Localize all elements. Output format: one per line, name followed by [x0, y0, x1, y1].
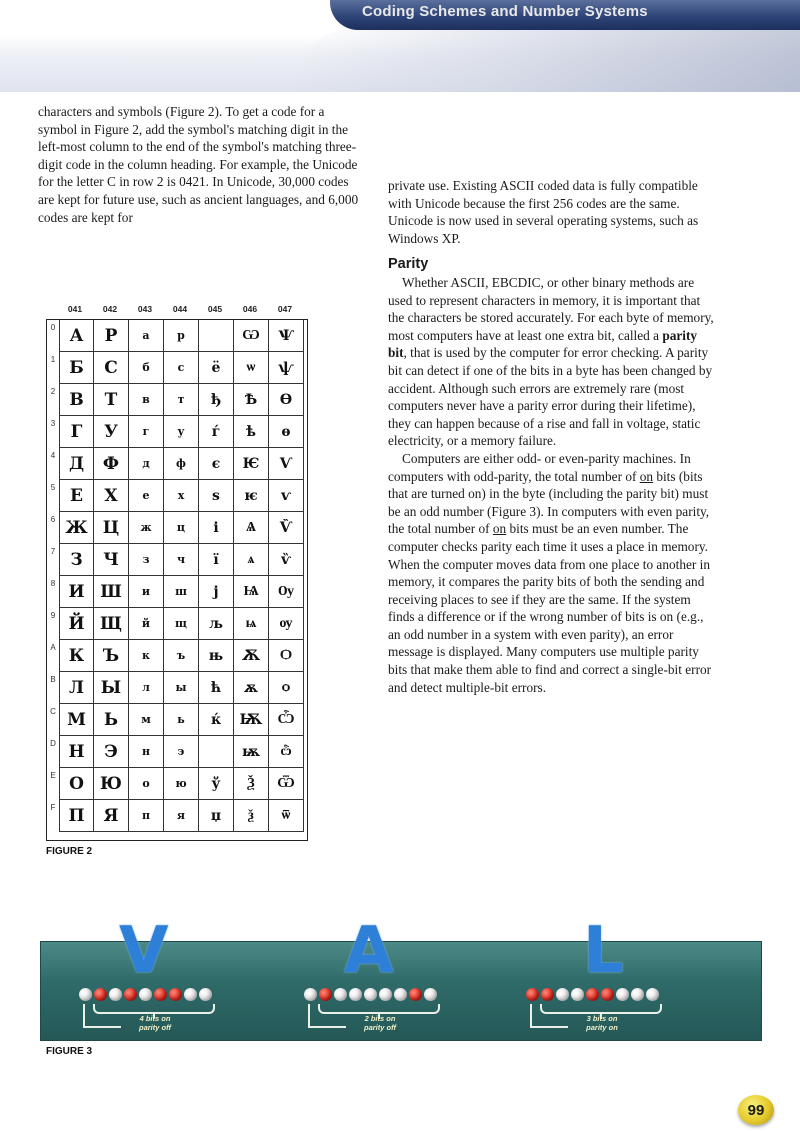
bit-bead-row	[79, 988, 212, 1004]
bit-off-bead	[334, 988, 347, 1001]
unicode-cell: Б	[59, 352, 94, 384]
unicode-cell: У	[94, 416, 129, 448]
unicode-cell: н	[129, 736, 164, 768]
right-column-text: private use. Existing ASCII coded data is fully compatible with Unicode because the first 256 codes are the same. Unicode is now used in several operating systems, such as Windows XP.	[388, 178, 699, 246]
unicode-cell: г	[129, 416, 164, 448]
row-header-7: 7	[50, 547, 56, 556]
unicode-cell: њ	[199, 640, 234, 672]
unicode-cell: з	[129, 544, 164, 576]
bit-on-bead	[601, 988, 614, 1001]
column-header-047: 047	[277, 304, 293, 314]
unicode-cell: ѻ	[269, 672, 304, 704]
unicode-cell: ѓ	[199, 416, 234, 448]
unicode-cell: ї	[199, 544, 234, 576]
row-header-1: 1	[50, 355, 56, 364]
unicode-cell: п	[129, 800, 164, 832]
unicode-cell: ј	[199, 576, 234, 608]
unicode-cell: Ѷ	[269, 512, 304, 544]
unicode-cell: Ж	[59, 512, 94, 544]
big-letter-l: L	[583, 914, 624, 988]
unicode-cell: Т	[94, 384, 129, 416]
bit-off-bead	[556, 988, 569, 1001]
unicode-cell: ю	[164, 768, 199, 800]
unicode-cell: Ь	[94, 704, 129, 736]
figure-2-label: FIGURE 2	[46, 846, 93, 857]
unicode-cell: Ѩ	[234, 576, 269, 608]
unicode-cell: м	[129, 704, 164, 736]
running-head: Coding Schemes and Number Systems	[362, 3, 648, 20]
big-letter-v: V	[119, 914, 169, 988]
unicode-cell: й	[129, 608, 164, 640]
row-header-6: 6	[50, 515, 56, 524]
column-header-044: 044	[172, 304, 188, 314]
unicode-cell: о	[129, 768, 164, 800]
unicode-cell: Г	[59, 416, 94, 448]
unicode-cell: Ѱ	[269, 320, 304, 352]
bit-bead-row	[526, 988, 659, 1004]
row-header-3: 3	[50, 419, 56, 428]
left-column-text: characters and symbols (Figure 2). To get a code for a symbol in Figure 2, add the symbol's matching digit in the left-most column to the end of the symbol's matching three-digit code in the column heading. For example, the Unicode for the letter C in row 2 is 0421. In Unicode, 30,000 codes are kept for future use, such as ancient languages, and 6,000 codes are kept for	[38, 104, 359, 225]
unicode-cell: Ѵ	[269, 448, 304, 480]
section-heading-parity: Parity	[388, 256, 429, 272]
bit-off-bead	[109, 988, 122, 1001]
unicode-cell: л	[129, 672, 164, 704]
unicode-cell: ѥ	[234, 480, 269, 512]
unicode-cell: Ѳ	[269, 384, 304, 416]
row-header-9: 9	[50, 611, 56, 620]
unicode-cell: Ѿ	[269, 768, 304, 800]
unicode-cell: ѯ	[234, 800, 269, 832]
unicode-cell: ѕ	[199, 480, 234, 512]
bit-on-bead	[526, 988, 539, 1001]
big-letter-a: A	[344, 914, 394, 988]
unicode-cell: ъ	[164, 640, 199, 672]
bits-on-count: 2 bits on	[364, 1014, 396, 1023]
unicode-cell: ђ	[199, 384, 234, 416]
unicode-cell: М	[59, 704, 94, 736]
unicode-cell: ѹ	[269, 608, 304, 640]
parity-paragraph-1	[388, 274, 718, 450]
bit-off-bead	[631, 988, 644, 1001]
unicode-cell	[199, 320, 234, 352]
bits-on-caption	[572, 1014, 632, 1032]
bits-on-caption	[350, 1014, 410, 1032]
unicode-cell: Е	[59, 480, 94, 512]
unicode-cell: Д	[59, 448, 94, 480]
unicode-cell: ш	[164, 576, 199, 608]
unicode-cell	[199, 736, 234, 768]
unicode-cell: џ	[199, 800, 234, 832]
bit-off-bead	[646, 988, 659, 1001]
parity-p2-text-c: bits must be an even number. The computer checks parity each time it uses a place in memory. When the computer moves data from one place to another in memory, it compares the parity bits of both the sending and receiving places to see if they are the same. If the system finds a difference or if the wrong number of bits is on (e.g., an odd number in a system with even parity), an error message is displayed. Many computers use multiple parity bits that make them able to find and correct a single-bit error and detect multiple-bit errors.	[388, 521, 712, 695]
unicode-cell: Л	[59, 672, 94, 704]
unicode-cell: Ц	[94, 512, 129, 544]
unicode-cell: ѫ	[234, 672, 269, 704]
unicode-cell: С	[94, 352, 129, 384]
unicode-cell: О	[59, 768, 94, 800]
unicode-cell: И	[59, 576, 94, 608]
unicode-cell: х	[164, 480, 199, 512]
row-header-A: A	[50, 643, 56, 652]
unicode-cell: ѣ	[234, 416, 269, 448]
bits-on-caption	[125, 1014, 185, 1032]
parity-state: parity on	[586, 1023, 618, 1032]
parity-bit-bracket	[308, 1004, 346, 1028]
unicode-cell: р	[164, 320, 199, 352]
unicode-cell: ч	[164, 544, 199, 576]
row-header-2: 2	[50, 387, 56, 396]
parity-state: parity off	[364, 1023, 396, 1032]
unicode-cell: Э	[94, 736, 129, 768]
unicode-cell: ы	[164, 672, 199, 704]
unicode-cell: Ш	[94, 576, 129, 608]
unicode-cell: ѳ	[269, 416, 304, 448]
parity-illustration	[40, 914, 762, 1041]
unicode-cell: Ы	[94, 672, 129, 704]
row-header-C: C	[50, 707, 56, 716]
unicode-cell: ѿ	[269, 800, 304, 832]
parity-p1-text-b: , that is used by the computer for error checking. A parity bit can detect if one of the bits in a byte has been changed by accident. Although such errors are extremely rare (most computers never have a parity error during their lifetime), they can happen because of a rise and fall in voltage, static electricity, or a memory failure.	[388, 345, 713, 449]
unicode-cell: Я	[94, 800, 129, 832]
row-header-D: D	[50, 739, 56, 748]
bit-off-bead	[349, 988, 362, 1001]
unicode-cell: с	[164, 352, 199, 384]
unicode-cell: Ѻ	[269, 640, 304, 672]
parity-bit-bracket	[83, 1004, 121, 1028]
row-header-B: B	[50, 675, 56, 684]
unicode-cell: Ѫ	[234, 640, 269, 672]
bit-on-bead	[154, 988, 167, 1001]
unicode-cell: П	[59, 800, 94, 832]
header-shadow	[290, 30, 800, 92]
unicode-cell: К	[59, 640, 94, 672]
unicode-column-headers	[46, 304, 316, 318]
unicode-cell: д	[129, 448, 164, 480]
row-header-5: 5	[50, 483, 56, 492]
row-header-E: E	[50, 771, 56, 780]
unicode-cell: Ф	[94, 448, 129, 480]
bit-on-bead	[124, 988, 137, 1001]
unicode-cell: Ѭ	[234, 704, 269, 736]
bit-on-bead	[319, 988, 332, 1001]
page-number: 99	[738, 1095, 774, 1125]
bit-off-bead	[379, 988, 392, 1001]
unicode-cell: у	[164, 416, 199, 448]
parity-p2-text-b: bits (bits that are turned on) in the byte (including the parity bit) must be an odd number (Figure 3). In computers with even parity, the total number of	[388, 468, 710, 537]
row-header-4: 4	[50, 451, 56, 460]
bit-off-bead	[79, 988, 92, 1001]
header-band	[0, 0, 800, 92]
unicode-cell: ж	[129, 512, 164, 544]
bit-off-bead	[184, 988, 197, 1001]
unicode-cell: Ю	[94, 768, 129, 800]
underlined-on-2: on	[492, 521, 507, 537]
bit-on-bead	[409, 988, 422, 1001]
column-header-042: 042	[102, 304, 118, 314]
unicode-cell: ь	[164, 704, 199, 736]
unicode-cell: Ч	[94, 544, 129, 576]
bit-on-bead	[586, 988, 599, 1001]
unicode-cell: Ѣ	[234, 384, 269, 416]
unicode-cell: ѩ	[234, 608, 269, 640]
unicode-cell: Ѥ	[234, 448, 269, 480]
bits-on-count: 3 bits on	[586, 1014, 618, 1023]
bits-on-count: 4 bits on	[139, 1014, 171, 1023]
parity-paragraph-2	[388, 450, 718, 696]
unicode-cell: є	[199, 448, 234, 480]
unicode-cell: ѵ	[269, 480, 304, 512]
bit-off-bead	[424, 988, 437, 1001]
figure-3-label: FIGURE 3	[46, 1046, 93, 1057]
unicode-cell: Р	[94, 320, 129, 352]
unicode-cell: в	[129, 384, 164, 416]
unicode-cell: т	[164, 384, 199, 416]
bit-off-bead	[616, 988, 629, 1001]
parity-section	[388, 256, 718, 696]
unicode-cell: а	[129, 320, 164, 352]
unicode-cell: В	[59, 384, 94, 416]
bit-on-bead	[541, 988, 554, 1001]
unicode-cell: Ѹ	[269, 576, 304, 608]
unicode-cell: ќ	[199, 704, 234, 736]
unicode-cell: э	[164, 736, 199, 768]
unicode-cell: ц	[164, 512, 199, 544]
parity-p2-text-a: Computers are either odd- or even-parity machines. In computers with odd-parity, the total number of	[388, 450, 691, 484]
unicode-cell: ѷ	[269, 544, 304, 576]
unicode-cell: ћ	[199, 672, 234, 704]
unicode-cell: я	[164, 800, 199, 832]
unicode-cell: і	[199, 512, 234, 544]
underlined-on-1: on	[639, 468, 654, 484]
parity-state: parity off	[139, 1023, 171, 1032]
parity-bit-bracket	[530, 1004, 568, 1028]
row-header-8: 8	[50, 579, 56, 588]
unicode-cell: к	[129, 640, 164, 672]
unicode-cell: Й	[59, 608, 94, 640]
parity-bit-term: parity bit	[388, 327, 698, 361]
bit-bead-row	[304, 988, 437, 1004]
column-header-043: 043	[137, 304, 153, 314]
unicode-cell: Ѯ	[234, 768, 269, 800]
bit-off-bead	[199, 988, 212, 1001]
unicode-cell: ё	[199, 352, 234, 384]
bit-off-bead	[394, 988, 407, 1001]
unicode-cell: Щ	[94, 608, 129, 640]
unicode-cell: Ѡ	[234, 320, 269, 352]
unicode-cell: љ	[199, 608, 234, 640]
unicode-cell: ѱ	[269, 352, 304, 384]
unicode-cell: ѧ	[234, 544, 269, 576]
bit-off-bead	[571, 988, 584, 1001]
unicode-cell: ѽ	[269, 736, 304, 768]
column-header-045: 045	[207, 304, 223, 314]
unicode-table	[46, 319, 308, 841]
unicode-cell: Ѧ	[234, 512, 269, 544]
unicode-cell: щ	[164, 608, 199, 640]
bit-off-bead	[364, 988, 377, 1001]
unicode-cell: Ъ	[94, 640, 129, 672]
bit-on-bead	[169, 988, 182, 1001]
unicode-cell: Х	[94, 480, 129, 512]
unicode-cell: З	[59, 544, 94, 576]
row-header-F: F	[50, 803, 56, 812]
unicode-cell: ф	[164, 448, 199, 480]
unicode-cell: и	[129, 576, 164, 608]
column-header-046: 046	[242, 304, 258, 314]
unicode-cell: б	[129, 352, 164, 384]
bit-off-bead	[304, 988, 317, 1001]
unicode-cell: ў	[199, 768, 234, 800]
bit-on-bead	[94, 988, 107, 1001]
unicode-cell: ѡ	[234, 352, 269, 384]
row-header-0: 0	[50, 323, 56, 332]
bit-off-bead	[139, 988, 152, 1001]
unicode-cell: е	[129, 480, 164, 512]
unicode-cell: Ѽ	[269, 704, 304, 736]
unicode-cell: А	[59, 320, 94, 352]
column-header-041: 041	[67, 304, 83, 314]
parity-p1-text-a: Whether ASCII, EBCDIC, or other binary methods are used to represent characters in memory, it is important that the characters be stored accurately. For each byte of memory, most computers have at least one extra bit, called a	[388, 275, 714, 343]
unicode-cell: ѭ	[234, 736, 269, 768]
unicode-cell: Н	[59, 736, 94, 768]
